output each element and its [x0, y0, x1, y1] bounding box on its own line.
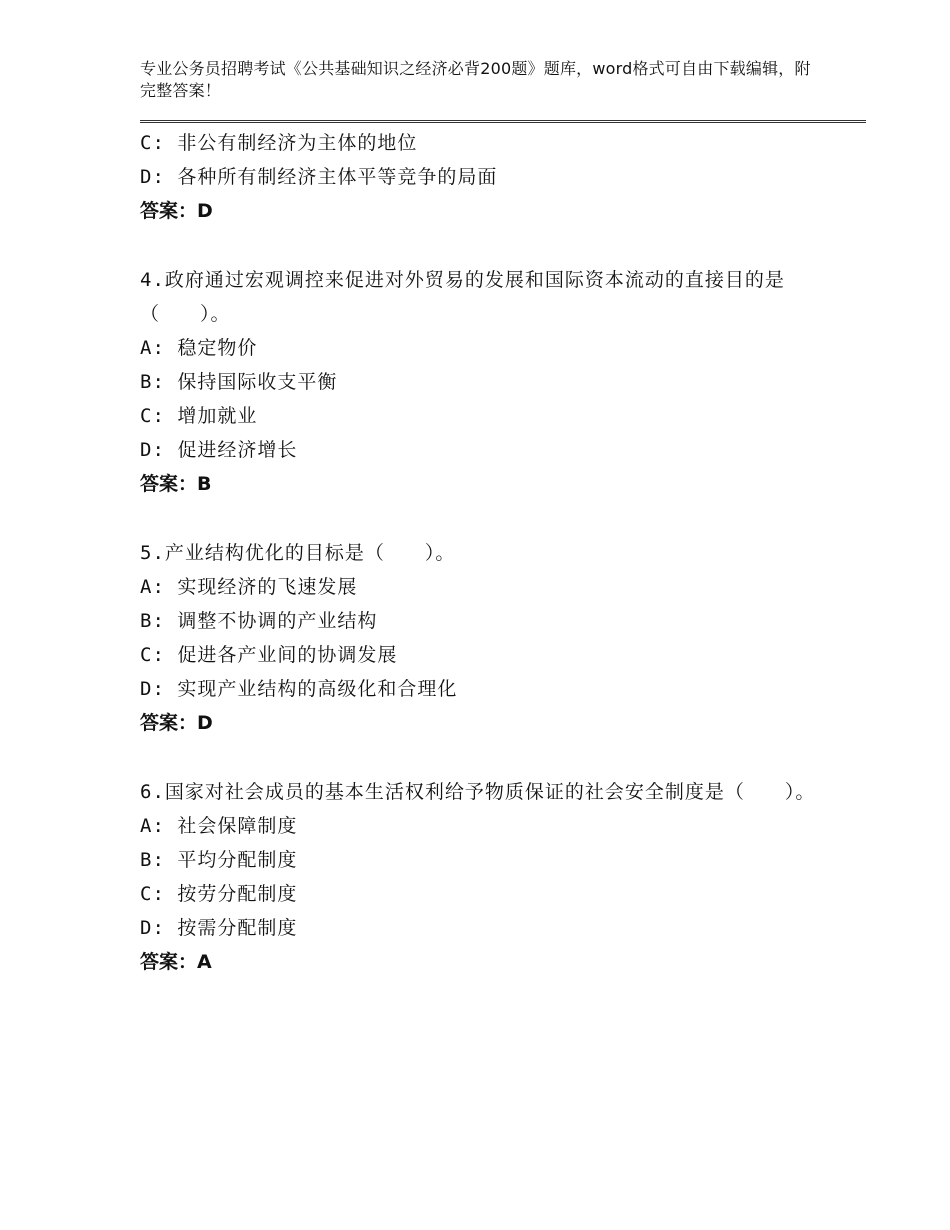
header-divider: [140, 120, 866, 123]
question-4: [140, 263, 820, 501]
option-b: B: 保持国际收支平衡: [140, 371, 338, 393]
option-c: C: 促进各产业间的协调发展: [140, 644, 398, 666]
answer-label: 答案：B: [140, 473, 212, 495]
question-6: [140, 775, 820, 979]
option-d: D: 各种所有制经济主体平等竞争的局面: [140, 166, 498, 188]
option-b: B: 平均分配制度: [140, 849, 298, 871]
question-gap: [140, 740, 820, 775]
option-c: C: 增加就业: [140, 405, 258, 427]
answer-label: 答案：A: [140, 951, 212, 973]
answer-label: 答案：D: [140, 712, 213, 734]
question-stem: 6.国家对社会成员的基本生活权利给予物质保证的社会安全制度是（ ）。: [140, 781, 816, 803]
option-c: C: 非公有制经济为主体的地位: [140, 132, 418, 154]
question-3-tail: [140, 126, 820, 228]
question-5: [140, 536, 820, 740]
answer-label: 答案：D: [140, 200, 213, 222]
option-d: D: 促进经济增长: [140, 439, 298, 461]
option-a: A: 稳定物价: [140, 337, 258, 359]
question-stem: 5.产业结构优化的目标是（ ）。: [140, 542, 456, 564]
page-header: 专业公务员招聘考试《公共基础知识之经济必背200题》题库，word格式可自由下载编辑，附完整答案！: [140, 59, 811, 100]
option-c: C: 按劳分配制度: [140, 883, 298, 905]
option-d: D: 实现产业结构的高级化和合理化: [140, 678, 458, 700]
question-gap: [140, 501, 820, 536]
option-a: A: 社会保障制度: [140, 815, 298, 837]
question-list: [140, 126, 820, 979]
option-a: A: 实现经济的飞速发展: [140, 576, 358, 598]
option-b: B: 调整不协调的产业结构: [140, 610, 378, 632]
question-gap: [140, 228, 820, 263]
question-stem: 4.政府通过宏观调控来促进对外贸易的发展和国际资本流动的直接目的是（ ）。: [140, 269, 785, 325]
option-d: D: 按需分配制度: [140, 917, 298, 939]
